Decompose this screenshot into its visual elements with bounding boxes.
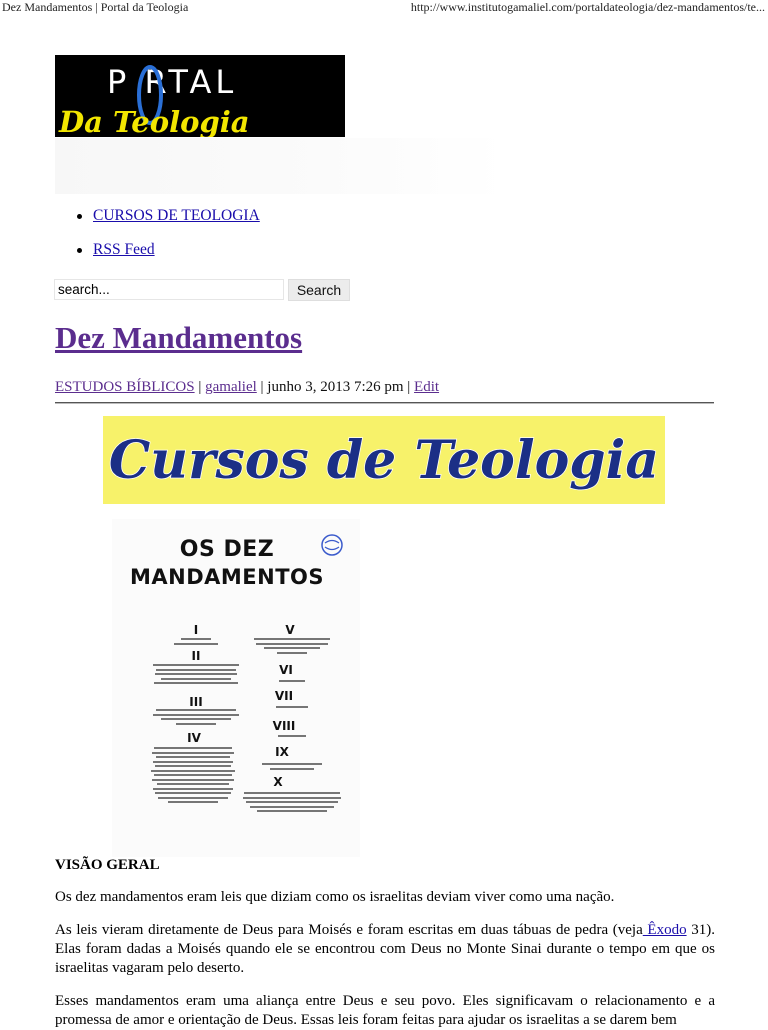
paragraph-1: [55, 888, 715, 907]
numeral-6: VI: [279, 663, 293, 677]
paragraph-3-text: Esses mandamentos eram uma aliança entre Deus e seu povo. Eles significavam o relacionamento e a promessa de amor e orientação de Deus. Essas leis foram feitas para ajudar os israelitas a se darem bem: [55, 993, 715, 1028]
paragraph-1-text: Os dez mandamentos eram leis que diziam como os israelitas deviam viver como uma nação.: [55, 889, 615, 905]
print-header-title: Dez Mandamentos | Portal da Teologia: [2, 0, 189, 14]
nav-link-cursos[interactable]: CURSOS DE TEOLOGIA: [93, 207, 260, 224]
paragraph-2-after: 31). Elas foram dadas a Moisés quando ele se encontrou com Deus no Monte Sinai durante o tempo em que os israelitas vagaram pelo deserto.: [55, 922, 715, 976]
exodo-link[interactable]: Êxodo: [642, 922, 687, 938]
commandment-text-5: [252, 638, 332, 656]
nav-list: [55, 207, 260, 275]
portal-da-teologia-logo: [55, 55, 345, 137]
section-heading: VISÃO GERAL: [55, 857, 160, 873]
commandment-text-10: [240, 792, 344, 815]
paragraph-2-before: As leis vieram diretamente de Deus para Moisés e foram escritas em duas tábuas de pedra (veja: [55, 922, 643, 938]
post-date: | junho 3, 2013 7:26 pm |: [256, 379, 415, 395]
site-logo[interactable]: [55, 55, 345, 137]
edit-link[interactable]: Edit: [414, 379, 440, 395]
meta-separator: |: [194, 379, 206, 395]
seal-icon: [320, 533, 344, 557]
numeral-4: IV: [187, 731, 201, 745]
poster-title-line2: MANDAMENTOS: [129, 565, 325, 589]
search-button[interactable]: Search: [288, 279, 350, 301]
author-link[interactable]: gamaliel: [205, 379, 257, 395]
logo-line1: P RTAL: [107, 63, 238, 101]
numeral-7: VII: [274, 689, 294, 703]
logo-line2: Da Teologia: [59, 105, 250, 137]
ten-commandments-poster: [112, 519, 360, 857]
paragraph-2: [55, 921, 715, 978]
banner-text: Cursos de Teologia: [108, 430, 660, 491]
numeral-10: X: [273, 775, 283, 789]
numeral-8: VIII: [272, 719, 296, 733]
numeral-2: II: [191, 649, 201, 663]
banner-graphic: [103, 416, 665, 504]
cursos-banner[interactable]: [103, 416, 665, 504]
commandment-text-4: [148, 747, 238, 806]
numeral-5: V: [285, 623, 295, 637]
post-title-link[interactable]: Dez Mandamentos: [55, 320, 303, 355]
ad-placeholder: [55, 138, 507, 194]
paragraph-3: [55, 992, 715, 1030]
numeral-9: IX: [275, 745, 289, 759]
bullet-icon: [77, 248, 82, 253]
nav-item: [55, 241, 260, 259]
commandment-text-9: [250, 763, 334, 772]
nav-item: [55, 207, 260, 225]
commandment-text-3: [152, 709, 240, 727]
paragraph-2-text: [55, 921, 715, 978]
divider: [55, 402, 714, 404]
search-input[interactable]: [54, 279, 284, 300]
print-header-url: http://www.institutogamaliel.com/portaldateologia/dez-mandamentos/te...: [410, 0, 765, 14]
post-title: [55, 318, 302, 358]
commandment-text-1: [162, 638, 230, 647]
commandment-text-2: [152, 664, 240, 687]
commandment-text-8: [262, 735, 322, 740]
commandment-text-6: [262, 680, 322, 685]
numeral-3: III: [189, 695, 203, 709]
category-link[interactable]: ESTUDOS BÍBLICOS: [55, 379, 195, 395]
print-header: [0, 0, 768, 14]
poster-title-line1: OS DEZ: [179, 537, 275, 562]
numeral-1: I: [193, 623, 199, 637]
post-meta: [55, 378, 439, 396]
commandment-text-7: [262, 706, 322, 711]
nav-link-rss[interactable]: RSS Feed: [93, 241, 155, 258]
bullet-icon: [77, 214, 82, 219]
